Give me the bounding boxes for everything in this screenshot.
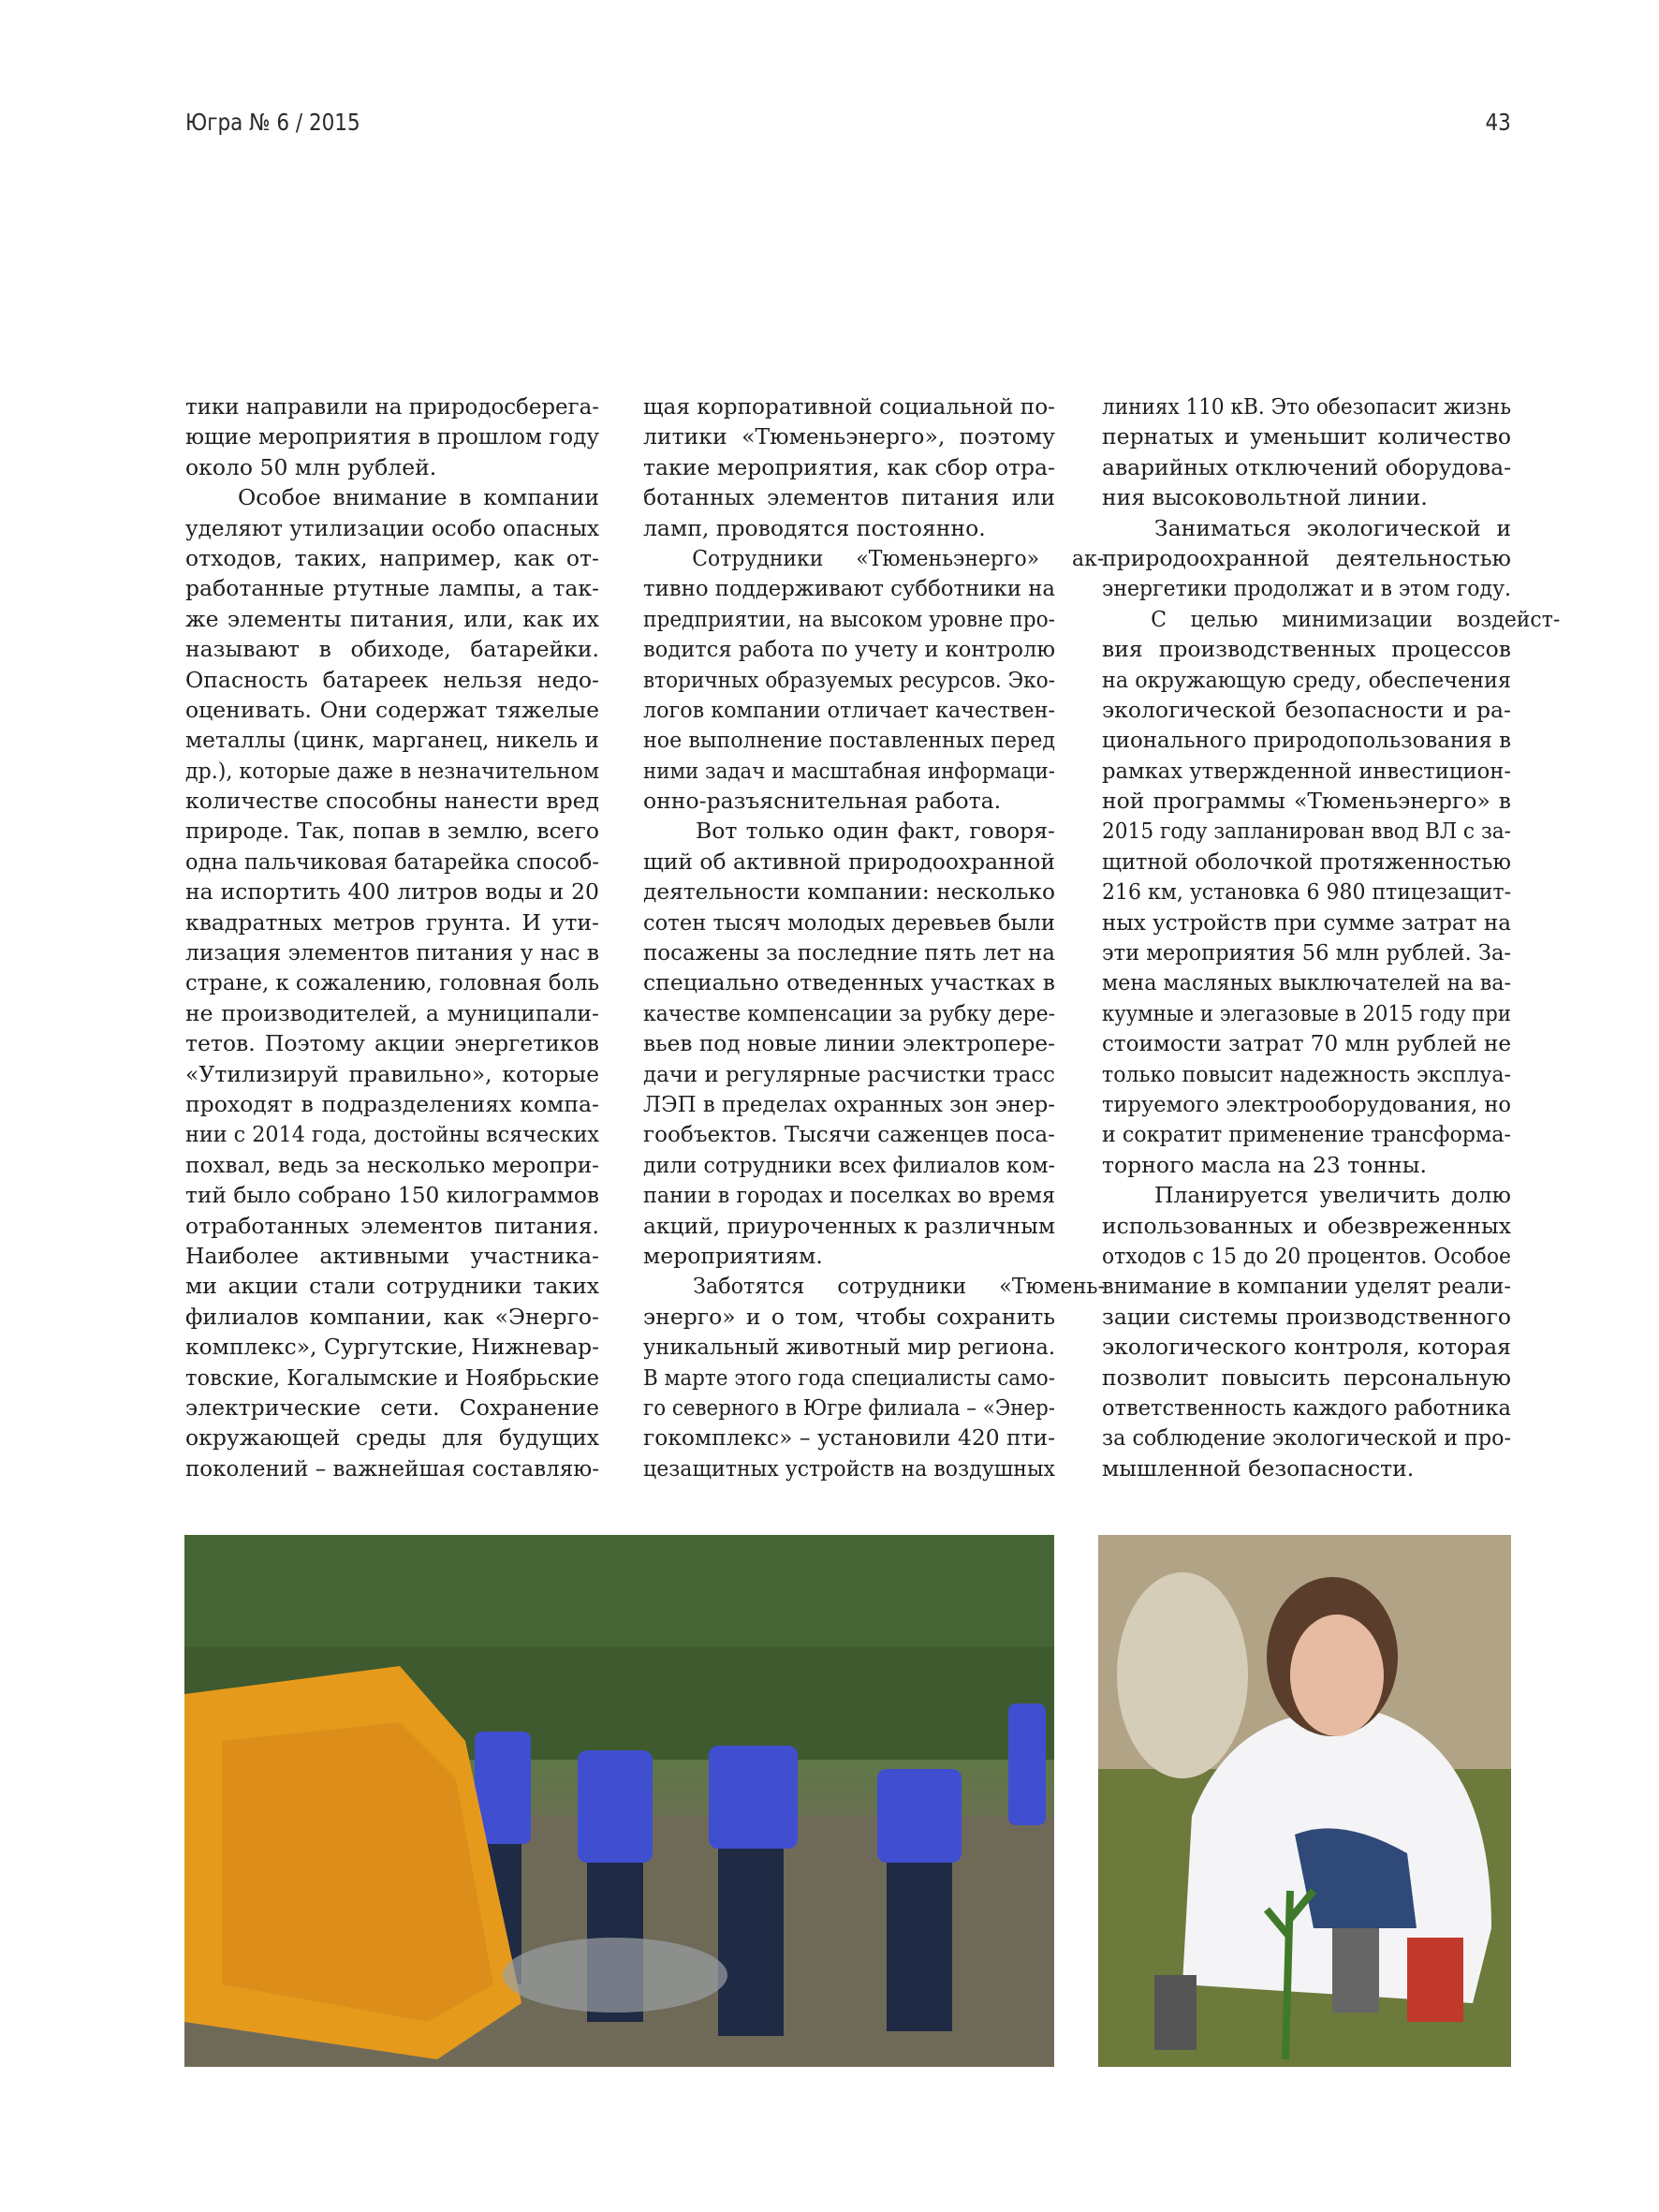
text-line: отработанных элементов питания. <box>185 1212 599 1239</box>
text-line: использованных и обезвреженных <box>1102 1212 1511 1239</box>
text-line: поколений – важнейшая составляю- <box>185 1454 599 1482</box>
text-line: зации системы производственного <box>1102 1303 1511 1330</box>
text-line: Опасность батареек нельзя недо- <box>185 666 599 693</box>
text-line: ними задач и масштабная информаци- <box>643 757 1055 784</box>
text-line: гообъектов. Тысячи саженцев поса- <box>643 1121 1055 1148</box>
text-line: энерго» и о том, чтобы сохранить <box>643 1303 1055 1330</box>
text-line: ное выполнение поставленных перед <box>643 727 1055 754</box>
text-line: стране, к сожалению, головная боль <box>185 969 599 996</box>
text-line: ных устройств при сумме затрат на <box>1102 908 1511 936</box>
text-line: похвал, ведь за несколько меропри- <box>185 1151 599 1178</box>
text-line: мена масляных выключателей на ва- <box>1102 969 1511 996</box>
text-line: ционального природопользования в <box>1102 727 1511 754</box>
text-line: квадратных метров грунта. И ути- <box>185 908 599 936</box>
text-line: онно-разъяснительная работа. <box>643 788 1002 815</box>
text-line: вторичных образуемых ресурсов. Эко- <box>643 666 1055 693</box>
text-line: оценивать. Они содержат тяжелые <box>185 696 599 723</box>
cleanup-photo <box>184 1535 1054 2067</box>
text-line: не производителей, а муниципали- <box>185 999 599 1026</box>
text-line: гокомплекс» – установили 420 пти- <box>643 1424 1055 1452</box>
text-line: работанные ртутные лампы, а так- <box>185 575 599 602</box>
text-line: экологической безопасности и ра- <box>1102 696 1511 723</box>
text-line: товские, Когалымские и Ноябрьские <box>185 1364 599 1391</box>
text-line: ответственность каждого работника <box>1102 1394 1511 1421</box>
text-line: и сократит применение трансформа- <box>1102 1121 1511 1148</box>
text-line: Сотрудники «Тюменьэнерго» ак- <box>692 544 1105 571</box>
text-line: Заботятся сотрудники «Тюмень- <box>693 1273 1106 1300</box>
text-line: Планируется увеличить долю <box>1154 1182 1511 1209</box>
text-line: пернатых и уменьшит количество <box>1102 423 1511 450</box>
text-line: тетов. Поэтому акции энергетиков <box>185 1030 599 1057</box>
text-line: ЛЭП в пределах охранных зон энер- <box>643 1090 1055 1117</box>
text-line: только повысит надежность эксплуа- <box>1102 1060 1511 1087</box>
text-line: комплекс», Сургутские, Нижневар- <box>185 1334 599 1361</box>
text-line: за соблюдение экологической и про- <box>1102 1424 1511 1452</box>
text-line: на окружающую среду, обеспечения <box>1102 666 1511 693</box>
text-line: позволит повысить персональную <box>1102 1364 1511 1391</box>
text-line: пании в городах и поселках во время <box>643 1182 1055 1209</box>
text-line: торного масла на 23 тонны. <box>1102 1151 1427 1178</box>
text-line: линиях 110 кВ. Это обезопасит жизнь <box>1102 393 1511 420</box>
text-line: энергетики продолжат и в этом году. <box>1102 575 1511 602</box>
text-line: щий об активной природоохранной <box>643 848 1055 875</box>
text-line: мероприятиям. <box>643 1242 823 1269</box>
text-line: природоохранной деятельностью <box>1102 544 1511 571</box>
text-line: ной программы «Тюменьэнерго» в <box>1102 788 1511 815</box>
text-line: го северного в Югре филиала – «Энер- <box>643 1394 1055 1421</box>
text-line: же элементы питания, или, как их <box>185 605 599 632</box>
text-line: 2015 году запланирован ввод ВЛ с за- <box>1102 818 1511 845</box>
text-line: металлы (цинк, марганец, никель и <box>185 727 599 754</box>
text-line: рамках утвержденной инвестицион- <box>1102 757 1511 784</box>
text-line: щитной оболочкой протяженностью <box>1102 848 1511 875</box>
text-column-1 <box>185 391 599 1483</box>
text-line: около 50 млн рублей. <box>185 453 437 480</box>
sack <box>1117 1572 1248 1778</box>
text-line: специально отведенных участках в <box>643 969 1055 996</box>
text-line: тируемого электрооборудования, но <box>1102 1090 1511 1117</box>
text-column-2 <box>643 391 1106 1483</box>
text-line: ботанных элементов питания или <box>643 484 1055 511</box>
litter-pile <box>503 1938 727 2013</box>
text-column-3 <box>1102 391 1561 1483</box>
text-line: ющие мероприятия в прошлом году <box>185 423 599 450</box>
text-line: В марте этого года специалисты само- <box>643 1364 1055 1391</box>
text-line: Особое внимание в компании <box>238 484 599 511</box>
text-line: внимание в компании уделят реали- <box>1102 1273 1511 1300</box>
text-line: цезащитных устройств на воздушных <box>643 1454 1055 1482</box>
red-boots <box>1407 1938 1463 2022</box>
text-line: электрические сети. Сохранение <box>185 1394 599 1421</box>
page-number: 43 <box>1485 109 1511 136</box>
text-line: тивно поддерживают субботники на <box>643 575 1055 602</box>
text-line: Наиболее активными участника- <box>185 1242 599 1269</box>
text-line: посажены за последние пять лет на <box>643 939 1055 966</box>
running-head: Югра № 6 / 2015 <box>185 109 360 136</box>
text-line: тики направили на природосберега- <box>185 393 599 420</box>
text-line: качестве компенсации за рубку дере- <box>643 999 1055 1026</box>
text-line: лизация элементов питания у нас в <box>185 939 599 966</box>
text-line: филиалов компании, как «Энерго- <box>185 1303 599 1330</box>
text-line: отходов с 15 до 20 процентов. Особое <box>1102 1242 1511 1269</box>
glove-right <box>1332 1928 1379 2013</box>
text-line: Вот только один факт, говоря- <box>696 818 1055 845</box>
text-line: нии с 2014 года, достойны всяческих <box>185 1121 599 1148</box>
text-line: ми акции стали сотрудники таких <box>185 1273 599 1300</box>
text-line: куумные и элегазовые в 2015 году при <box>1102 999 1511 1026</box>
text-line: уникальный животный мир региона. <box>643 1334 1055 1361</box>
text-line: ламп, проводятся постоянно. <box>643 514 986 541</box>
text-line: предприятии, на высоком уровне про- <box>643 605 1055 632</box>
text-line: ния высоковольтной линии. <box>1102 484 1428 511</box>
text-line: экологического контроля, которая <box>1102 1334 1511 1361</box>
text-line: литики «Тюменьэнерго», поэтому <box>643 423 1055 450</box>
text-line: 216 км, установка 6 980 птицезащит- <box>1102 878 1511 906</box>
text-line: одна пальчиковая батарейка способ- <box>185 848 599 875</box>
text-line: щая корпоративной социальной по- <box>643 393 1055 420</box>
text-line: такие мероприятия, как сбор отра- <box>643 453 1055 480</box>
face <box>1290 1615 1384 1736</box>
glove-left <box>1154 1975 1197 2050</box>
text-line: вьев под новые линии электропере- <box>643 1030 1055 1057</box>
text-line: аварийных отключений оборудова- <box>1102 453 1511 480</box>
tree-planting-photo <box>1098 1535 1511 2067</box>
tree-planting-photo-illustration <box>1098 1535 1511 2067</box>
text-line: дачи и регулярные расчистки трасс <box>643 1060 1055 1087</box>
text-line: «Утилизируй правильно», которые <box>185 1060 599 1087</box>
text-line: эти мероприятия 56 млн рублей. За- <box>1102 939 1511 966</box>
text-line: на испортить 400 литров воды и 20 <box>185 878 599 906</box>
cleanup-photo-illustration <box>184 1535 1054 2067</box>
text-line: водится работа по учету и контролю <box>643 636 1055 663</box>
text-line: С целью минимизации воздейст- <box>1151 605 1561 632</box>
text-line: природе. Так, попав в землю, всего <box>185 818 599 845</box>
text-line: называют в обиходе, батарейки. <box>185 636 599 663</box>
text-line: др.), которые даже в незначительном <box>185 757 599 784</box>
text-line: дили сотрудники всех филиалов ком- <box>643 1151 1055 1178</box>
text-line: Заниматься экологической и <box>1154 514 1511 541</box>
text-line: проходят в подразделениях компа- <box>185 1090 599 1117</box>
text-line: количестве способны нанести вред <box>185 788 599 815</box>
tree-canopy <box>184 1535 1054 1647</box>
text-line: сотен тысяч молодых деревьев были <box>643 908 1055 936</box>
text-line: отходов, таких, например, как от- <box>185 544 599 571</box>
text-line: акций, приуроченных к различным <box>643 1212 1055 1239</box>
text-line: уделяют утилизации особо опасных <box>185 514 599 541</box>
text-line: стоимости затрат 70 млн рублей не <box>1102 1030 1511 1057</box>
text-line: тий было собрано 150 килограммов <box>185 1182 599 1209</box>
text-line: логов компании отличает качествен- <box>643 696 1055 723</box>
text-line: деятельности компании: несколько <box>643 878 1055 906</box>
text-line: окружающей среды для будущих <box>185 1424 599 1452</box>
text-line: вия производственных процессов <box>1102 636 1511 663</box>
text-line: мышленной безопасности. <box>1102 1454 1415 1482</box>
